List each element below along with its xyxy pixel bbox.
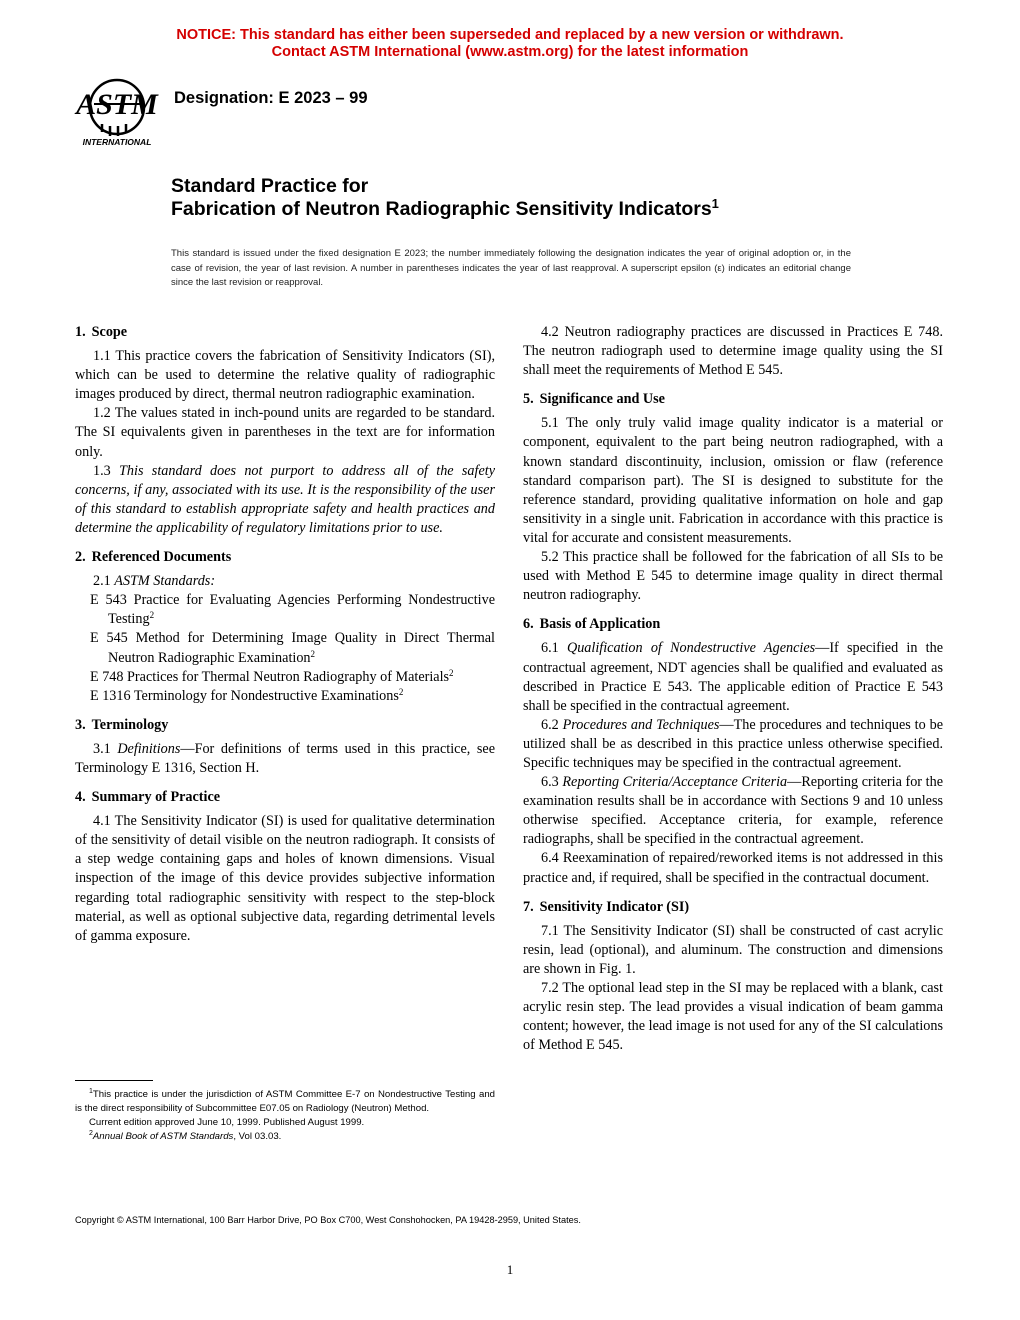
logo-subtext: INTERNATIONAL — [82, 137, 152, 147]
paragraph-6-4: 6.4 Reexamination of repaired/reworked items is not addressed in this practice and, if required, shall be specified in the contractual document. — [523, 850, 943, 886]
title-footnote-mark: 1 — [711, 196, 719, 211]
paragraph-4-1: 4.1 The Sensitivity Indicator (SI) is used for qualitative determination of the sensitivity of detail visible on the neutron radiograph. It consists of a step wedge containing gaps and holes of known dimensions. Visual inspection of the image of this device provides subjective information regarding total radiographic sensitivity with respect to the step-block material, as well as optional subjective data, regarding detrimental levels of gamma exposure. — [75, 813, 495, 944]
logo-text: ASTM — [76, 88, 158, 121]
paragraph-1-1: 1.1 This practice covers the fabrication of Sensitivity Indicators (SI), which can be used to determine the relative quality of radiographic images produced by direct, thermal neutron radiographic examination. — [75, 348, 495, 403]
reference-item: E 543 Practice for Evaluating Agencies Performing Nondestructive Testing$^2$ — [90, 592, 495, 628]
paragraph-4-2: 4.2 Neutron radiography practices are discussed in Practices E 748. The neutron radiograph used to determine image quality using the SI shall meet the requirements of Method E 545. — [523, 324, 943, 379]
designation: Designation: E 2023 – 99 — [174, 89, 368, 107]
paragraph-3-1: 3.1 Definitions—For definitions of terms used in this practice, see Terminology E 1316, Section H. — [75, 740, 495, 776]
section-heading-significance: 5. Significance and Use — [523, 391, 665, 408]
issued-note: This standard is issued under the fixed designation E 2023; the number immediately following the designation indicates the year of original adoption or, in the case of revision, the year of last revision. A number in parentheses indicates the year of last reapproval. A superscript epsilon (ε) indicates an editorial change since the last revision or reapproval. — [171, 248, 851, 288]
title-line-2 — [171, 198, 951, 221]
paragraph-5-2: 5.2 This practice shall be followed for the fabrication of all SIs to be used with Method E 545 to determine image quality in direct thermal neutron radiography. — [523, 549, 943, 604]
notice-line-2: Contact ASTM International (www.astm.org) for the latest information — [271, 44, 749, 60]
footnotes — [75, 1088, 495, 1144]
title-main: Fabrication of Neutron Radiographic Sensitivity Indicators — [171, 198, 712, 220]
reference-item: E 748 Practices for Thermal Neutron Radiography of Materials$^2$ — [90, 667, 454, 685]
page-number: 1 — [506, 1262, 514, 1277]
page-title — [171, 175, 951, 221]
paragraph-6-2: 6.2 Procedures and Techniques—The procedures and techniques to be utilized shall be as described in this practice unless otherwise specified. Specific techniques may be specified in the contractual agreement. — [523, 716, 943, 771]
paragraph-7-1: 7.1 The Sensitivity Indicator (SI) shall be constructed of cast acrylic resin, lead (optional), and aluminum. The construction and dimensions are shown in Fig. 1. — [523, 922, 943, 977]
astm-international-logo — [72, 74, 162, 148]
right-column — [523, 323, 943, 1055]
section-heading-basis: 6. Basis of Application — [523, 616, 661, 633]
paragraph-6-1: 6.1 Qualification of Nondestructive Agencies—If specified in the contractual agreement, NDT agencies shall be qualified and evaluated as described in Practice E 543. The applicable edition of Practice E 543 shall be specified in the contractual agreement. — [523, 640, 943, 714]
reference-item: E 1316 Terminology for Nondestructive Examinations$^2$ — [90, 686, 404, 704]
withdrawal-notice — [0, 27, 1020, 61]
paragraph-5-1: 5.1 The only truly valid image quality indicator is a material or component, equivalent to the part being neutron radiographed, with a known standard discontinuity, inclusion, omission or flaw (reference standard comparison part). The SI is designed to substitute for the reference standard, providing qualitative information on hole and gap sensitivity in a single unit. Fabrication in accordance with this practice is vital for accurate and consistent measurements. — [523, 415, 943, 546]
copyright: Copyright © ASTM International, 100 Barr Harbor Drive, PO Box C700, West Conshohocken, PA 19428-2959, United States. — [75, 1215, 581, 1225]
section-heading-scope: 1. Scope — [75, 324, 128, 340]
footnote-2: $^2$Annual Book of ASTM Standards, Vol 03.03. — [89, 1130, 282, 1142]
section-heading-summary: 4. Summary of Practice — [75, 789, 221, 806]
paragraph-1-2: 1.2 The values stated in inch-pound units are regarded to be standard. The SI equivalents given in parentheses in the text are for information only. — [75, 405, 495, 460]
paragraph-2-1: 2.1 ASTM Standards: — [93, 573, 216, 590]
title-line-1: Standard Practice for — [171, 175, 369, 197]
footnote-1: $^1$This practice is under the jurisdiction of ASTM Committee E-7 on Nondestructive Testing and is the direct responsibility of Subcommittee E07.05 on Radiology (Neutron) Method. — [75, 1088, 495, 1114]
notice-line-1: NOTICE: This standard has either been superseded and replaced by a new version or withdrawn. — [176, 27, 844, 43]
footnote-divider — [75, 1080, 153, 1081]
paragraph-1-3: 1.3 This standard does not purport to address all of the safety concerns, if any, associated with its use. It is the responsibility of the user of this standard to establish appropriate safety and health practices and determine the applicability of regulatory limitations prior to use. — [75, 462, 495, 536]
left-column — [75, 323, 495, 946]
section-heading-terminology: 3. Terminology — [75, 716, 169, 733]
reference-item: E 545 Method for Determining Image Quality in Direct Thermal Neutron Radiographic Examination$^2$ — [90, 630, 495, 666]
paragraph-6-3: 6.3 Reporting Criteria/Acceptance Criteria—Reporting criteria for the examination results shall be in accordance with Sections 9 and 10 unless otherwise specified. Acceptance criteria, for example, reference radiographs, shall be specified in the contractual agreement. — [523, 774, 943, 848]
section-heading-referenced-documents: 2. Referenced Documents — [75, 549, 232, 566]
section-heading-sensitivity-indicator: 7. Sensitivity Indicator (SI) — [523, 898, 690, 915]
paragraph-7-2: 7.2 The optional lead step in the SI may be replaced with a blank, cast acrylic resin step. The lead provides a visual indication of beam gamma content; however, the lead image is not used for any of the SI calculations of Method E 545. — [523, 980, 943, 1054]
footnote-1b: Current edition approved June 10, 1999. Published August 1999. — [89, 1117, 365, 1128]
